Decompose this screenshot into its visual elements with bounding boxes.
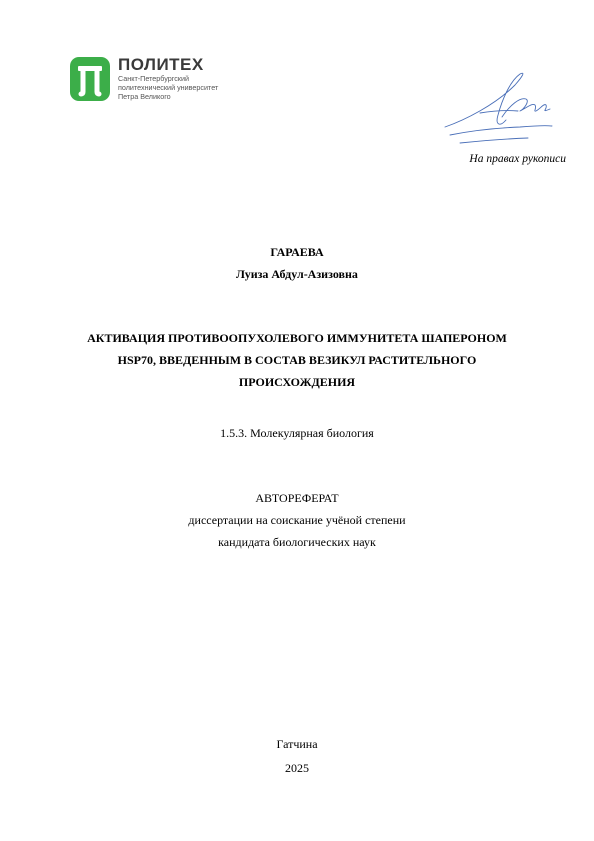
year: 2025 [285,761,309,775]
city: Гатчина [276,737,318,751]
author-given-names: Луиза Абдул-Азизовна [236,267,358,281]
degree-line: кандидата биологических наук [218,535,376,549]
politech-logo-icon [70,57,110,101]
logo-subtitle-line: Петра Великого [118,92,171,101]
document-type: АВТОРЕФЕРАТ [255,491,339,505]
title-line: АКТИВАЦИЯ ПРОТИВООПУХОЛЕВОГО ИММУНИТЕТА ШАПЕРОНОМ [87,331,507,345]
dissertation-title [60,327,534,393]
author-surname: ГАРАЕВА [270,245,324,259]
logo-title: ПОЛИТЕХ [118,55,204,74]
degree-line: диссертации на соискание учёной степени [188,513,406,527]
logo-subtitle-line: политехнический университет [118,83,219,92]
title-line: ПРОИСХОЖДЕНИЯ [238,375,356,389]
rights-note: На правах рукописи [469,153,566,165]
handwritten-signature [440,65,555,155]
title-line: HSP70, ВВЕДЕННЫМ В СОСТАВ ВЕЗИКУЛ РАСТИТЕЛЬНОГО [117,353,477,367]
university-logo [70,55,250,105]
logo-subtitle-line: Санкт-Петербургский [118,74,189,83]
specialty: 1.5.3. Молекулярная биология [220,426,374,440]
